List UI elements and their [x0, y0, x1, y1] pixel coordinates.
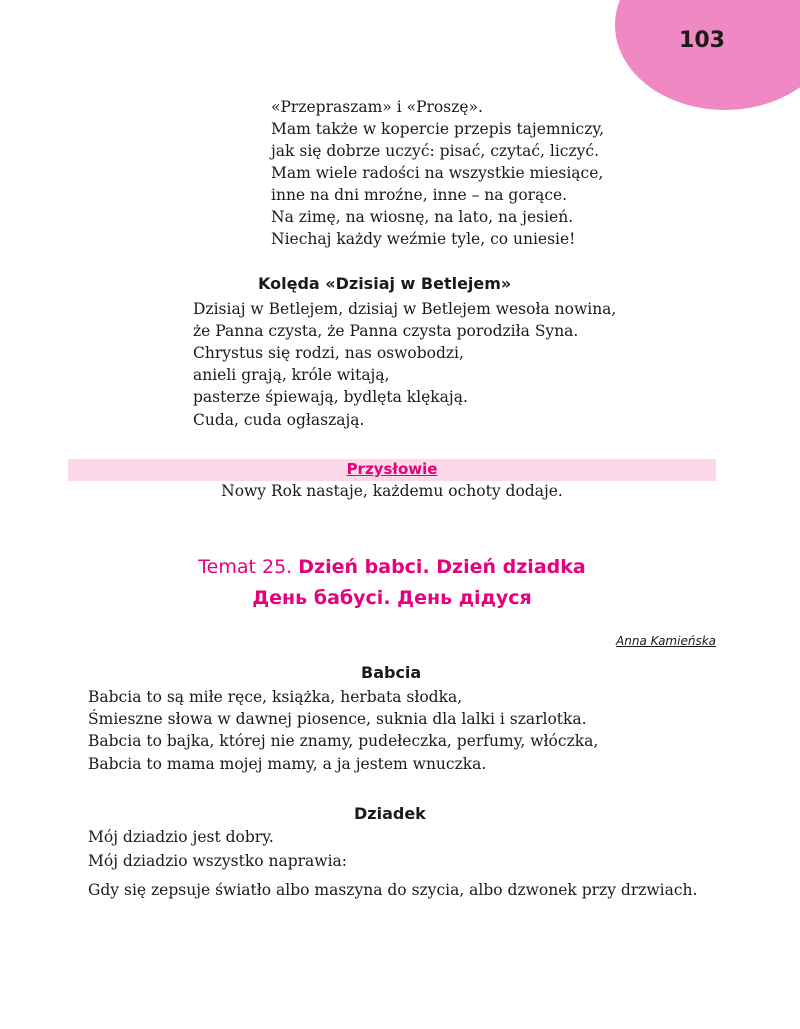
- proverb-text: Nowy Rok nastaje, każdemu ochoty dodaje.: [221, 482, 563, 500]
- dziadek-title: Dziadek: [354, 804, 426, 823]
- topic-title-uk: День бабусі. День дідуся: [252, 587, 532, 609]
- topic-prefix: Temat 25.: [198, 556, 293, 578]
- poem-line: Niechaj każdy weźmie tyle, co uniesie!: [271, 230, 576, 248]
- babcia-line: Babcia to mama mojej mamy, a ja jestem wnuczka.: [88, 755, 487, 773]
- carol-line: pasterze śpiewają, bydlęta klękają.: [193, 388, 468, 406]
- dziadek-line: Mój dziadzio jest dobry.: [88, 828, 274, 846]
- poem-line: jak się dobrze uczyć: pisać, czytać, liczyć.: [271, 142, 599, 160]
- author-link[interactable]: Anna Kamieńska: [616, 634, 716, 648]
- page-number-badge: [615, 0, 800, 110]
- dziadek-paragraph: Gdy się zepsuje światło albo maszyna do szycia, albo dzwonek przy drzwiach.: [88, 881, 698, 899]
- babcia-line: Babcia to bajka, której nie znamy, pudełeczka, perfumy, włóczka,: [88, 732, 599, 750]
- page-number: 103: [679, 28, 725, 53]
- carol-line: anieli grają, króle witają,: [193, 366, 390, 384]
- babcia-line: Babcia to są miłe ręce, książka, herbata słodka,: [88, 688, 463, 706]
- carol-line: Chrystus się rodzi, nas oswobodzi,: [193, 344, 464, 362]
- topic-title-pl: Dzień babci. Dzień dziadka: [298, 556, 586, 578]
- poem-line: Na zimę, na wiosnę, na lato, na jesień.: [271, 208, 574, 226]
- poem-line: Mam wiele radości na wszystkie miesiące,: [271, 164, 604, 182]
- poem-line: «Przepraszam» i «Proszę».: [271, 98, 483, 116]
- proverb-title: Przysłowie: [346, 460, 438, 478]
- carol-line: że Panna czysta, że Panna czysta porodziła Syna.: [193, 322, 579, 340]
- poem-line: Mam także w kopercie przepis tajemniczy,: [271, 120, 605, 138]
- topic-heading: [0, 556, 784, 578]
- carol-title: Kolęda «Dzisiaj w Betlejem»: [258, 274, 512, 293]
- dziadek-line: Mój dziadzio wszystko naprawia:: [88, 852, 347, 870]
- carol-line: Dzisiaj w Betlejem, dzisiaj w Betlejem wesoła nowina,: [193, 300, 617, 318]
- poem-line: inne na dni mroźne, inne – na gorące.: [271, 186, 568, 204]
- carol-line: Cuda, cuda ogłaszają.: [193, 411, 365, 429]
- babcia-title: Babcia: [361, 663, 422, 682]
- babcia-line: Śmieszne słowa w dawnej piosence, suknia dla lalki i szarlotka.: [88, 710, 587, 728]
